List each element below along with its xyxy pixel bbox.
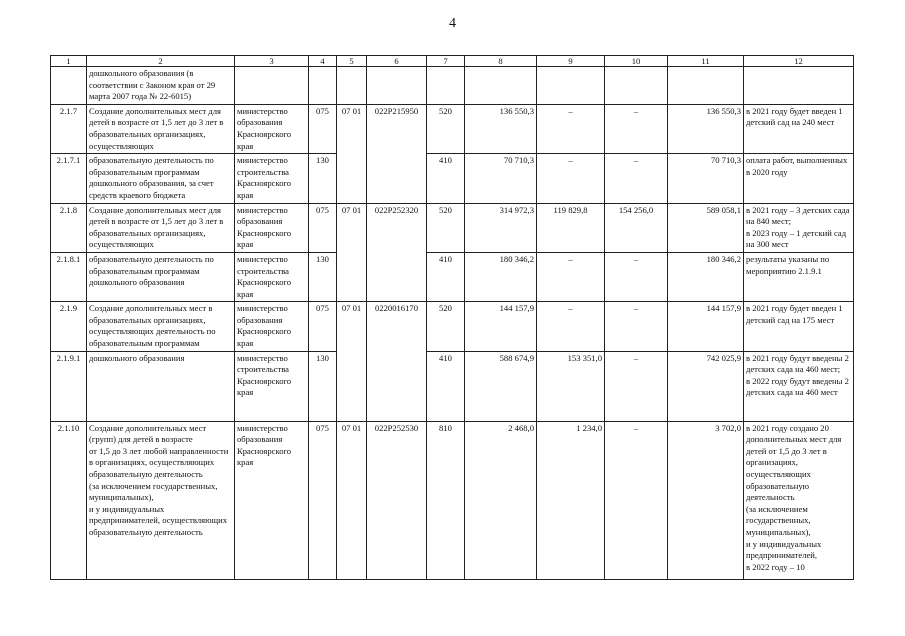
- column-header: 6: [367, 56, 427, 67]
- column-header: 8: [465, 56, 537, 67]
- amount-2020: 314 972,3: [465, 203, 537, 252]
- vr-code: 520: [427, 104, 465, 153]
- table-row: [51, 154, 854, 203]
- column-header: 1: [51, 56, 87, 67]
- amount-2020: 588 674,9: [465, 351, 537, 421]
- row-number: 2.1.9.1: [51, 351, 87, 421]
- amount-2021: –: [537, 252, 605, 301]
- row-number: 2.1.7: [51, 104, 87, 153]
- table-row: [51, 351, 854, 421]
- amount-2021: –: [537, 302, 605, 351]
- table-row: [51, 67, 854, 105]
- column-header: 12: [744, 56, 854, 67]
- amount-2022: 154 256,0: [605, 203, 668, 252]
- column-header: 3: [235, 56, 309, 67]
- column-header: 11: [668, 56, 744, 67]
- expected-result: в 2021 году – 3 детских сада на 840 мест; в 2023 году – 1 детский сад на 300 мест: [744, 203, 854, 252]
- table-row: [51, 421, 854, 579]
- activity-description: Создание дополнительных мест в образовательных организациях, осуществляющих деятельность по образовательным программам: [87, 302, 235, 351]
- column-header: 10: [605, 56, 668, 67]
- activities-table: [50, 55, 854, 580]
- expected-result: результаты указаны по мероприятию 2.1.9.1: [744, 252, 854, 301]
- vr-code: 520: [427, 203, 465, 252]
- vr-code: 410: [427, 154, 465, 203]
- amount-2020: 136 550,3: [465, 104, 537, 153]
- amount-2022: –: [605, 104, 668, 153]
- amount-2020: 180 346,2: [465, 252, 537, 301]
- vr-code: 810: [427, 421, 465, 579]
- activity-description: дошкольного образования: [87, 351, 235, 421]
- expected-result: в 2021 году будет введен 1 детский сад на 175 мест: [744, 302, 854, 351]
- row-number: 2.1.8.1: [51, 252, 87, 301]
- responsible-org: министерство строительства Красноярского края: [235, 351, 309, 421]
- vr-code: 520: [427, 302, 465, 351]
- amount-2020: 144 157,9: [465, 302, 537, 351]
- rzpr-code: 07 01: [337, 203, 367, 302]
- rzpr-code: 07 01: [337, 104, 367, 203]
- column-header: 5: [337, 56, 367, 67]
- responsible-org: министерство образования Красноярского края: [235, 104, 309, 153]
- grbs-code: 130: [309, 252, 337, 301]
- activity-description: дошкольного образования (в соответствии с Законом края от 29 марта 2007 года № 22-6015): [87, 67, 235, 105]
- amount-2022: –: [605, 154, 668, 203]
- table-row: [51, 203, 854, 252]
- responsible-org: министерство образования Красноярского края: [235, 421, 309, 579]
- vr-code: 410: [427, 351, 465, 421]
- column-header: 4: [309, 56, 337, 67]
- amount-2020: 2 468,0: [465, 421, 537, 579]
- amount-2020: 70 710,3: [465, 154, 537, 203]
- csr-code: 022P215950: [367, 104, 427, 203]
- grbs-code: 075: [309, 104, 337, 153]
- expected-result: в 2021 году создано 20 дополнительных мест для детей от 1,5 до 3 лет в организациях, осуществляющих образовательную деятельность (за исключением государственных, муниципальных), и у индивидуальных предпринимателей, в 2022 году – 10: [744, 421, 854, 579]
- expected-result: в 2021 году будет введен 1 детский сад на 240 мест: [744, 104, 854, 153]
- expected-result: оплата работ, выполненных в 2020 году: [744, 154, 854, 203]
- row-number: 2.1.7.1: [51, 154, 87, 203]
- csr-code: 022P252320: [367, 203, 427, 302]
- amount-2022: –: [605, 302, 668, 351]
- grbs-code: 075: [309, 421, 337, 579]
- activity-description: Создание дополнительных мест для детей в возрасте от 1,5 лет до 3 лет в образовательных организациях, осуществляющих: [87, 203, 235, 252]
- column-header: 7: [427, 56, 465, 67]
- vr-code: 410: [427, 252, 465, 301]
- amount-2021: –: [537, 154, 605, 203]
- amount-total: 742 025,9: [668, 351, 744, 421]
- activity-description: образовательную деятельность по образовательным программам дошкольного образования, за счет средств краевого бюджета: [87, 154, 235, 203]
- amount-2021: –: [537, 104, 605, 153]
- column-number-row: [51, 56, 854, 67]
- amount-total: 589 058,1: [668, 203, 744, 252]
- amount-2021: 1 234,0: [537, 421, 605, 579]
- amount-total: 180 346,2: [668, 252, 744, 301]
- rzpr-code: 07 01: [337, 302, 367, 421]
- table-row: [51, 302, 854, 351]
- page-number: 4: [449, 16, 456, 31]
- amount-total: 3 702,0: [668, 421, 744, 579]
- grbs-code: 130: [309, 351, 337, 421]
- amount-2021: 119 829,8: [537, 203, 605, 252]
- amount-2022: –: [605, 351, 668, 421]
- grbs-code: 075: [309, 203, 337, 252]
- activity-description: образовательную деятельность по образовательным программам дошкольного образования: [87, 252, 235, 301]
- table-row: [51, 252, 854, 301]
- column-header: 2: [87, 56, 235, 67]
- rzpr-code: 07 01: [337, 421, 367, 579]
- row-number: 2.1.8: [51, 203, 87, 252]
- row-number: 2.1.9: [51, 302, 87, 351]
- amount-total: 70 710,3: [668, 154, 744, 203]
- column-header: 9: [537, 56, 605, 67]
- responsible-org: министерство образования Красноярского края: [235, 203, 309, 252]
- csr-code: 0220016170: [367, 302, 427, 421]
- grbs-code: 075: [309, 302, 337, 351]
- responsible-org: министерство образования Красноярского края: [235, 302, 309, 351]
- activity-description: Создание дополнительных мест для детей в возрасте от 1,5 лет до 3 лет в образовательных организациях, осуществляющих: [87, 104, 235, 153]
- responsible-org: министерство строительства Красноярского края: [235, 252, 309, 301]
- amount-2022: –: [605, 421, 668, 579]
- csr-code: 022P252530: [367, 421, 427, 579]
- row-number: 2.1.10: [51, 421, 87, 579]
- amount-total: 136 550,3: [668, 104, 744, 153]
- expected-result: в 2021 году будут введены 2 детских сада на 460 мест; в 2022 году будут введены 2 детских сада на 460 мест: [744, 351, 854, 421]
- activity-description: Создание дополнительных мест (групп) для детей в возрасте от 1,5 до 3 лет любой направленности в организациях, осуществляющих образовательную деятельность (за исключением государственных, муниципальных), и у индивидуальных предпринимателей, осуществляющих образовательную деятельность: [87, 421, 235, 579]
- amount-2021: 153 351,0: [537, 351, 605, 421]
- amount-2022: –: [605, 252, 668, 301]
- amount-total: 144 157,9: [668, 302, 744, 351]
- grbs-code: 130: [309, 154, 337, 203]
- table-row: [51, 104, 854, 153]
- responsible-org: министерство строительства Красноярского края: [235, 154, 309, 203]
